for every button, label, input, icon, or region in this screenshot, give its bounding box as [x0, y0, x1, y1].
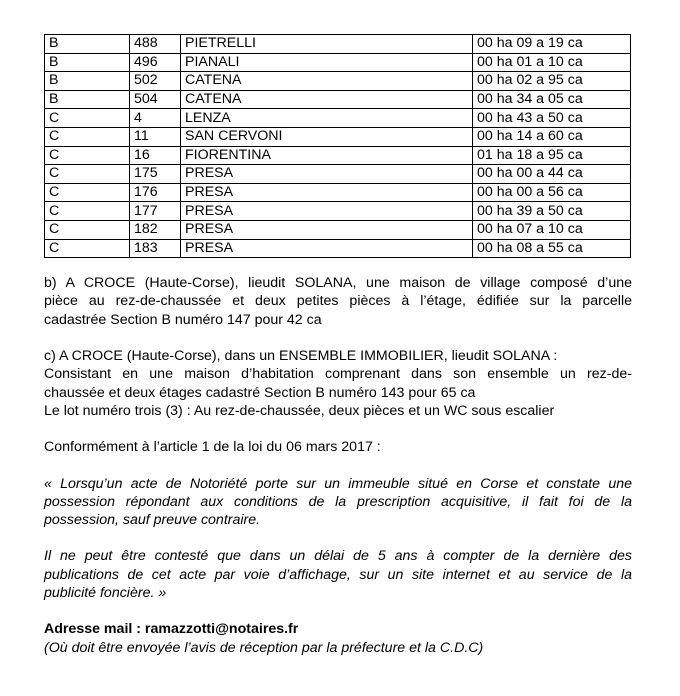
parcel-area: 00 ha 00 a 44 ca	[473, 165, 631, 184]
paragraph-line: possession répondant aux conditions de la prescription acquisitive, il fait foi de la	[44, 493, 632, 510]
parcel-place: FIORENTINA	[181, 146, 473, 165]
parcel-section: B	[45, 72, 130, 91]
paragraph-line: publicité foncière. »	[44, 584, 167, 601]
parcel-place: PRESA	[181, 183, 473, 202]
paragraph-line: Conformément à l’article 1 de la loi du 06 mars 2017 :	[44, 439, 381, 456]
table-row	[45, 220, 631, 239]
parcel-place: PRESA	[181, 220, 473, 239]
table-row	[45, 183, 631, 202]
paragraph-c	[44, 347, 632, 420]
table-row	[45, 165, 631, 184]
parcel-number: 11	[130, 127, 181, 146]
parcel-table	[44, 34, 631, 258]
table-row	[45, 109, 631, 128]
table-row	[45, 35, 631, 54]
parcel-number: 504	[130, 90, 181, 109]
paragraph-line: Consistant en une maison d’habitation comprenant dans son ensemble un rez-de-	[44, 366, 632, 383]
parcel-number: 177	[130, 202, 181, 221]
paragraph-line: « Lorsqu’un acte de Notoriété porte sur un immeuble situé en Corse et constate une	[44, 475, 632, 492]
parcel-area: 00 ha 09 a 19 ca	[473, 35, 631, 54]
parcel-area: 00 ha 39 a 50 ca	[473, 202, 631, 221]
parcel-number: 502	[130, 72, 181, 91]
paragraph-line: chaussée et deux étages cadastré Section B numéro 143 pour 65 ca	[44, 384, 476, 401]
parcel-section: C	[45, 109, 130, 128]
parcel-place: PRESA	[181, 202, 473, 221]
parcel-table-body	[45, 35, 631, 258]
parcel-section: C	[45, 146, 130, 165]
contact-block	[44, 620, 632, 657]
paragraph-line: Il ne peut être contesté que dans un délai de 5 ans à compter de la dernière des	[44, 548, 632, 565]
parcel-number: 183	[130, 239, 181, 258]
parcel-section: C	[45, 165, 130, 184]
parcel-place: PIANALI	[181, 53, 473, 72]
paragraph-line: c) A CROCE (Haute-Corse), dans un ENSEMBLE IMMOBILIER, lieudit SOLANA :	[44, 348, 558, 365]
law-quote-first	[44, 475, 632, 530]
paragraph-line: pièce au rez-de-chaussée et deux petites pièces à l’étage, édifiée sur la parcelle	[44, 293, 632, 310]
table-row	[45, 146, 631, 165]
paragraph-line: cadastrée Section B numéro 147 pour 42 ca	[44, 311, 322, 328]
parcel-number: 496	[130, 53, 181, 72]
parcel-section: C	[45, 202, 130, 221]
paragraph-line: Le lot numéro trois (3) : Au rez-de-chaussée, deux pièces et un WC sous escalier	[44, 402, 555, 419]
parcel-place: PIETRELLI	[181, 35, 473, 54]
parcel-section: B	[45, 35, 130, 54]
parcel-number: 176	[130, 183, 181, 202]
parcel-number: 175	[130, 165, 181, 184]
paragraph-line: b) A CROCE (Haute-Corse), lieudit SOLANA, une maison de village composé d’une	[44, 275, 632, 292]
parcel-section: C	[45, 239, 130, 258]
parcel-place: CATENA	[181, 90, 473, 109]
table-row	[45, 90, 631, 109]
document-page	[44, 34, 632, 657]
parcel-area: 00 ha 02 a 95 ca	[473, 72, 631, 91]
parcel-area: 00 ha 07 a 10 ca	[473, 220, 631, 239]
legal-reference	[44, 438, 632, 456]
table-row	[45, 239, 631, 258]
parcel-area: 00 ha 01 a 10 ca	[473, 53, 631, 72]
parcel-number: 4	[130, 109, 181, 128]
table-row	[45, 127, 631, 146]
parcel-area: 00 ha 34 a 05 ca	[473, 90, 631, 109]
parcel-area: 00 ha 43 a 50 ca	[473, 109, 631, 128]
email-note: (Où doit être envoyée l’avis de réception par la préfecture et la C.D.C)	[44, 639, 484, 656]
parcel-place: PRESA	[181, 239, 473, 258]
parcel-section: C	[45, 183, 130, 202]
paragraph-line: publications de cet acte par voie d’affichage, sur un site internet et au service de la	[44, 566, 632, 583]
parcel-section: C	[45, 127, 130, 146]
parcel-place: CATENA	[181, 72, 473, 91]
email-address: Adresse mail : ramazzotti@notaires.fr	[44, 621, 299, 638]
parcel-place: SAN CERVONI	[181, 127, 473, 146]
parcel-area: 01 ha 18 a 95 ca	[473, 146, 631, 165]
parcel-section: C	[45, 220, 130, 239]
parcel-place: PRESA	[181, 165, 473, 184]
parcel-area: 00 ha 08 a 55 ca	[473, 239, 631, 258]
parcel-number: 182	[130, 220, 181, 239]
parcel-area: 00 ha 14 a 60 ca	[473, 127, 631, 146]
parcel-number: 488	[130, 35, 181, 54]
paragraph-b	[44, 274, 632, 329]
parcel-number: 16	[130, 146, 181, 165]
paragraph-line: possession, sauf preuve contraire.	[44, 512, 261, 529]
table-row	[45, 202, 631, 221]
parcel-section: B	[45, 53, 130, 72]
parcel-place: LENZA	[181, 109, 473, 128]
parcel-area: 00 ha 00 a 56 ca	[473, 183, 631, 202]
table-row	[45, 72, 631, 91]
parcel-section: B	[45, 90, 130, 109]
law-quote-second	[44, 547, 632, 602]
table-row	[45, 53, 631, 72]
